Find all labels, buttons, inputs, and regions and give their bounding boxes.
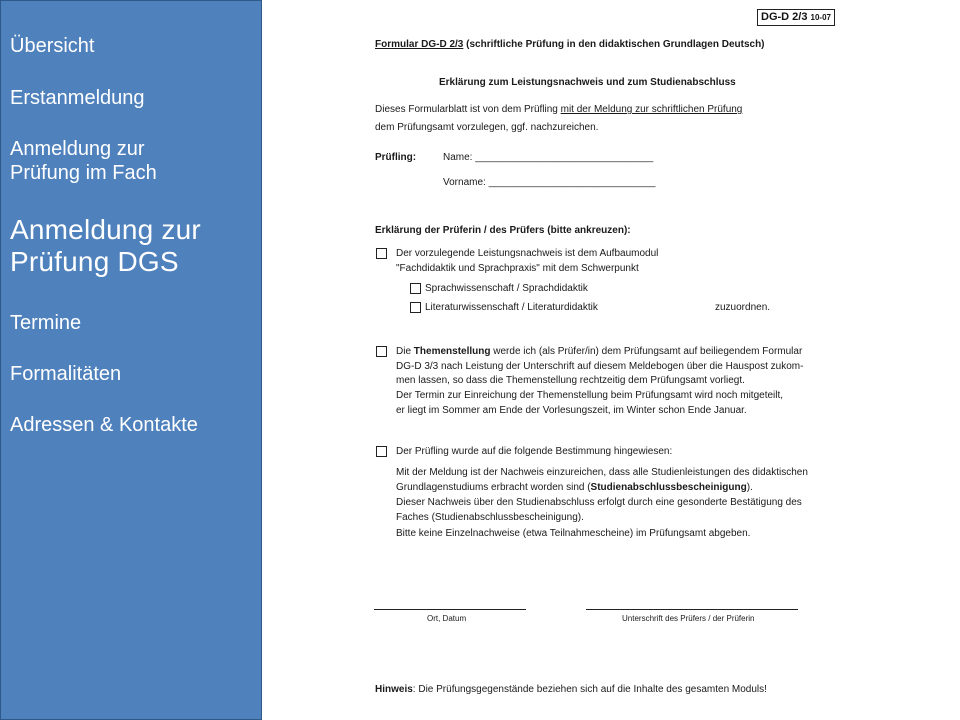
option2-line5: er liegt im Sommer am Ende der Vorlesungszeit, im Winter schon Ende Januar. <box>396 405 747 416</box>
option3-line3a: Grundlagenstudiums erbracht worden sind ( <box>396 482 591 493</box>
option3-line4: Dieser Nachweis über den Studienabschluss erfolgt durch eine gesonderte Bestätigung des <box>396 497 802 508</box>
option1-sub1: Sprachwissenschaft / Sprachdidaktik <box>425 283 588 294</box>
form-title-rest: (schriftliche Prüfung in den didaktischen Grundlagen Deutsch) <box>463 39 765 50</box>
option3-line1: Der Prüfling wurde auf die folgende Bestimmung hingewiesen: <box>396 446 673 457</box>
nav-item-termine[interactable]: Termine <box>10 312 82 334</box>
intro-line-1 <box>375 104 742 116</box>
option3-line5: Faches (Studienabschlussbescheinigung). <box>396 512 584 523</box>
form-code: DG-D 2/3 <box>761 11 808 23</box>
option2-line2: DG-D 3/3 nach Leistung der Unterschrift auf diesem Meldebogen über die Hauspost zukom- <box>396 361 804 372</box>
vorname-field: Vorname: ______________________________ <box>443 177 656 188</box>
option2-line1b: Themenstellung <box>413 346 491 357</box>
intro-line-1a: Dieses Formularblatt ist von dem Prüfling <box>375 104 561 115</box>
intro-line-1b: mit der Meldung zur schriftlichen Prüfung <box>560 104 743 115</box>
option1-sub1-checkbox <box>410 283 421 294</box>
option3-line2: Mit der Meldung ist der Nachweis einzureichen, dass alle Studienleistungen des didaktischen <box>396 467 808 478</box>
option2-line1c: werde ich (als Prüfer/in) dem Prüfungsamt auf beiliegendem Formular <box>490 346 803 357</box>
option3-line3 <box>396 482 753 494</box>
option1-sub2-checkbox <box>410 302 421 313</box>
signature-examiner-label: Unterschrift des Prüfers / der Prüferin <box>622 614 755 623</box>
signature-line-place-date <box>374 609 526 610</box>
form-document <box>262 0 960 720</box>
footer-note-label: Hinweis <box>375 684 413 695</box>
option2-line4: Der Termin zur Einreichung der Themenstellung beim Prüfungsamt wird noch mitgeteilt, <box>396 390 784 401</box>
form-code-date: 10-07 <box>810 13 831 22</box>
option1-suffix: zuzuordnen. <box>715 302 771 313</box>
signature-place-date-label: Ort, Datum <box>427 614 467 623</box>
signature-line-examiner <box>586 609 798 610</box>
form-title-code: Formular DG-D 2/3 <box>375 39 464 50</box>
nav-item-erstanmeldung[interactable]: Erstanmeldung <box>10 87 145 109</box>
option3-line6: Bitte keine Einzelnachweise (etwa Teilnahmescheine) im Prüfungsamt abgeben. <box>396 528 751 539</box>
nav-item-uebersicht[interactable]: Übersicht <box>10 35 95 57</box>
option1-checkbox <box>376 248 387 259</box>
option2-line1 <box>396 346 802 358</box>
option1-sub2: Literaturwissenschaft / Literaturdidaktik <box>425 302 598 313</box>
form-heading: Erklärung zum Leistungsnachweis und zum Studienabschluss <box>439 77 736 88</box>
nav-item-formalitaeten[interactable]: Formalitäten <box>10 363 122 385</box>
option2-line3: men lassen, so dass die Themenstellung rechtzeitig dem Prüfungsamt vorliegt. <box>396 375 745 386</box>
nav-item-anmeldung-fach[interactable]: Anmeldung zur Prüfung im Fach <box>10 138 157 184</box>
intro-line-2: dem Prüfungsamt vorzulegen, ggf. nachzureichen. <box>375 122 599 133</box>
option3-checkbox <box>376 446 387 457</box>
footer-note <box>375 684 767 696</box>
form-title <box>375 39 765 51</box>
name-field: Name: ________________________________ <box>443 152 654 163</box>
option1-line1: Der vorzulegende Leistungsnachweis ist dem Aufbaumodul <box>396 248 659 259</box>
pruefling-label: Prüfling: <box>375 152 417 163</box>
footer-note-text: : Die Prüfungsgegenstände beziehen sich auf die Inhalte des gesamten Moduls! <box>412 684 767 695</box>
option3-line3b: Studienabschlussbescheinigung <box>590 482 747 493</box>
option2-line1a: Die <box>396 346 414 357</box>
declaration-heading: Erklärung der Prüferin / des Prüfers (bitte ankreuzen): <box>375 225 631 236</box>
nav-item-anmeldung-dgs-active[interactable]: Anmeldung zur Prüfung DGS <box>10 214 201 277</box>
form-code-box <box>757 9 835 26</box>
option3-line3c: ). <box>746 482 753 493</box>
nav-item-adressen-kontakte[interactable]: Adressen & Kontakte <box>10 414 198 436</box>
option2-checkbox <box>376 346 387 357</box>
option1-line2: "Fachdidaktik und Sprachpraxis" mit dem Schwerpunkt <box>396 263 639 274</box>
sidebar-nav <box>0 0 262 720</box>
